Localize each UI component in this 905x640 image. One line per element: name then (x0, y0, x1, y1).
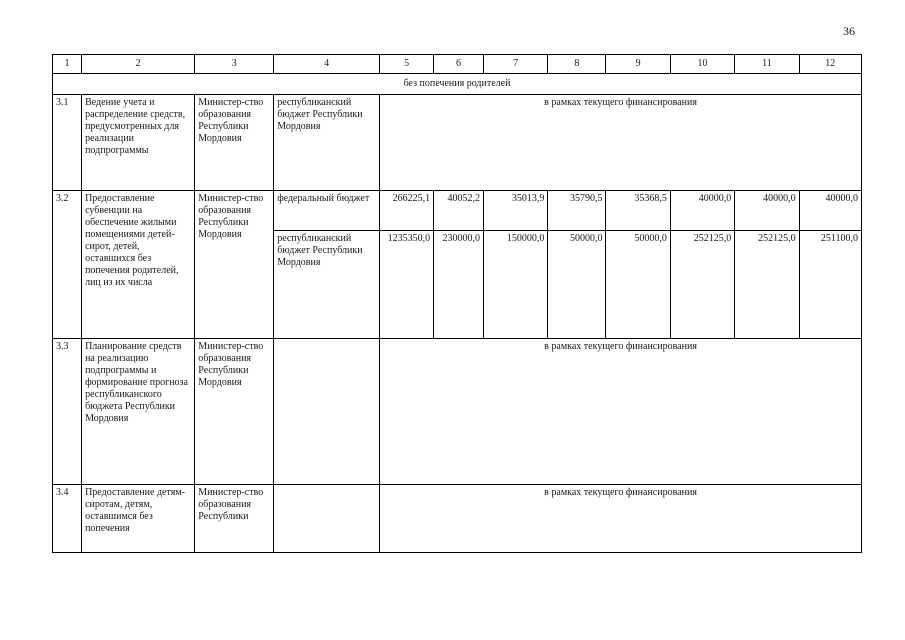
header-cell: 9 (606, 55, 670, 74)
funding-source-empty (274, 339, 380, 485)
activity-name: Ведение учета и распределение средств, предусмотренных для реализации подпрограммы (82, 95, 195, 191)
page-number: 36 (843, 24, 855, 38)
row-number: 3.4 (53, 485, 82, 553)
value-cell: 252125,0 (735, 231, 799, 339)
activity-name: Предоставление детям-сиротам, детям, оставшимся без попечения (82, 485, 195, 553)
header-cell: 12 (799, 55, 861, 74)
header-cell: 5 (380, 55, 434, 74)
value-cell: 35368,5 (606, 191, 670, 231)
value-cell: 251100,0 (799, 231, 861, 339)
table-row (53, 485, 862, 553)
subheader-row (53, 74, 862, 95)
table-row (53, 339, 862, 485)
executor: Министер-ство образования Республики Мордовия (195, 95, 274, 191)
value-cell: 150000,0 (483, 231, 547, 339)
executor: Министер-ство образования Республики Мордовия (195, 191, 274, 339)
header-cell: 10 (670, 55, 734, 74)
value-cell: 1235350,0 (380, 231, 434, 339)
header-cell: 3 (195, 55, 274, 74)
table-row (53, 95, 862, 191)
program-activities-table (52, 54, 862, 553)
funding-source: федеральный бюджет (274, 191, 380, 231)
header-cell: 2 (82, 55, 195, 74)
financing-note: в рамках текущего финансирования (380, 95, 862, 191)
value-cell: 40000,0 (735, 191, 799, 231)
header-cell: 1 (53, 55, 82, 74)
header-cell: 6 (434, 55, 484, 74)
header-cell: 8 (548, 55, 606, 74)
funding-source: республиканский бюджет Республики Мордовия (274, 231, 380, 339)
financing-note: в рамках текущего финансирования (380, 339, 862, 485)
value-cell: 40052,2 (434, 191, 484, 231)
executor: Министер-ство образования Республики Мордовия (195, 339, 274, 485)
activity-name: Планирование средств на реализацию подпрограммы и формирование прогноза республиканского бюджета Республики Мордовия (82, 339, 195, 485)
executor: Министер-ство образования Республики (195, 485, 274, 553)
table-row (53, 191, 862, 231)
activity-name: Предоставление субвенции на обеспечение жилыми помещениями детей-сирот, детей, оставшихся без попечения родителей, лиц из их числа (82, 191, 195, 339)
value-cell: 35790,5 (548, 191, 606, 231)
header-cell: 7 (483, 55, 547, 74)
financing-note: в рамках текущего финансирования (380, 485, 862, 553)
header-cell: 11 (735, 55, 799, 74)
header-cell: 4 (274, 55, 380, 74)
value-cell: 35013,9 (483, 191, 547, 231)
value-cell: 40000,0 (799, 191, 861, 231)
column-number-row (53, 55, 862, 74)
value-cell: 266225,1 (380, 191, 434, 231)
value-cell: 40000,0 (670, 191, 734, 231)
value-cell: 50000,0 (606, 231, 670, 339)
funding-source: республиканский бюджет Республики Мордовия (274, 95, 380, 191)
row-number: 3.1 (53, 95, 82, 191)
row-number: 3.2 (53, 191, 82, 339)
value-cell: 230000,0 (434, 231, 484, 339)
funding-source-empty (274, 485, 380, 553)
row-number: 3.3 (53, 339, 82, 485)
value-cell: 50000,0 (548, 231, 606, 339)
subheader-text: без попечения родителей (53, 74, 862, 95)
value-cell: 252125,0 (670, 231, 734, 339)
